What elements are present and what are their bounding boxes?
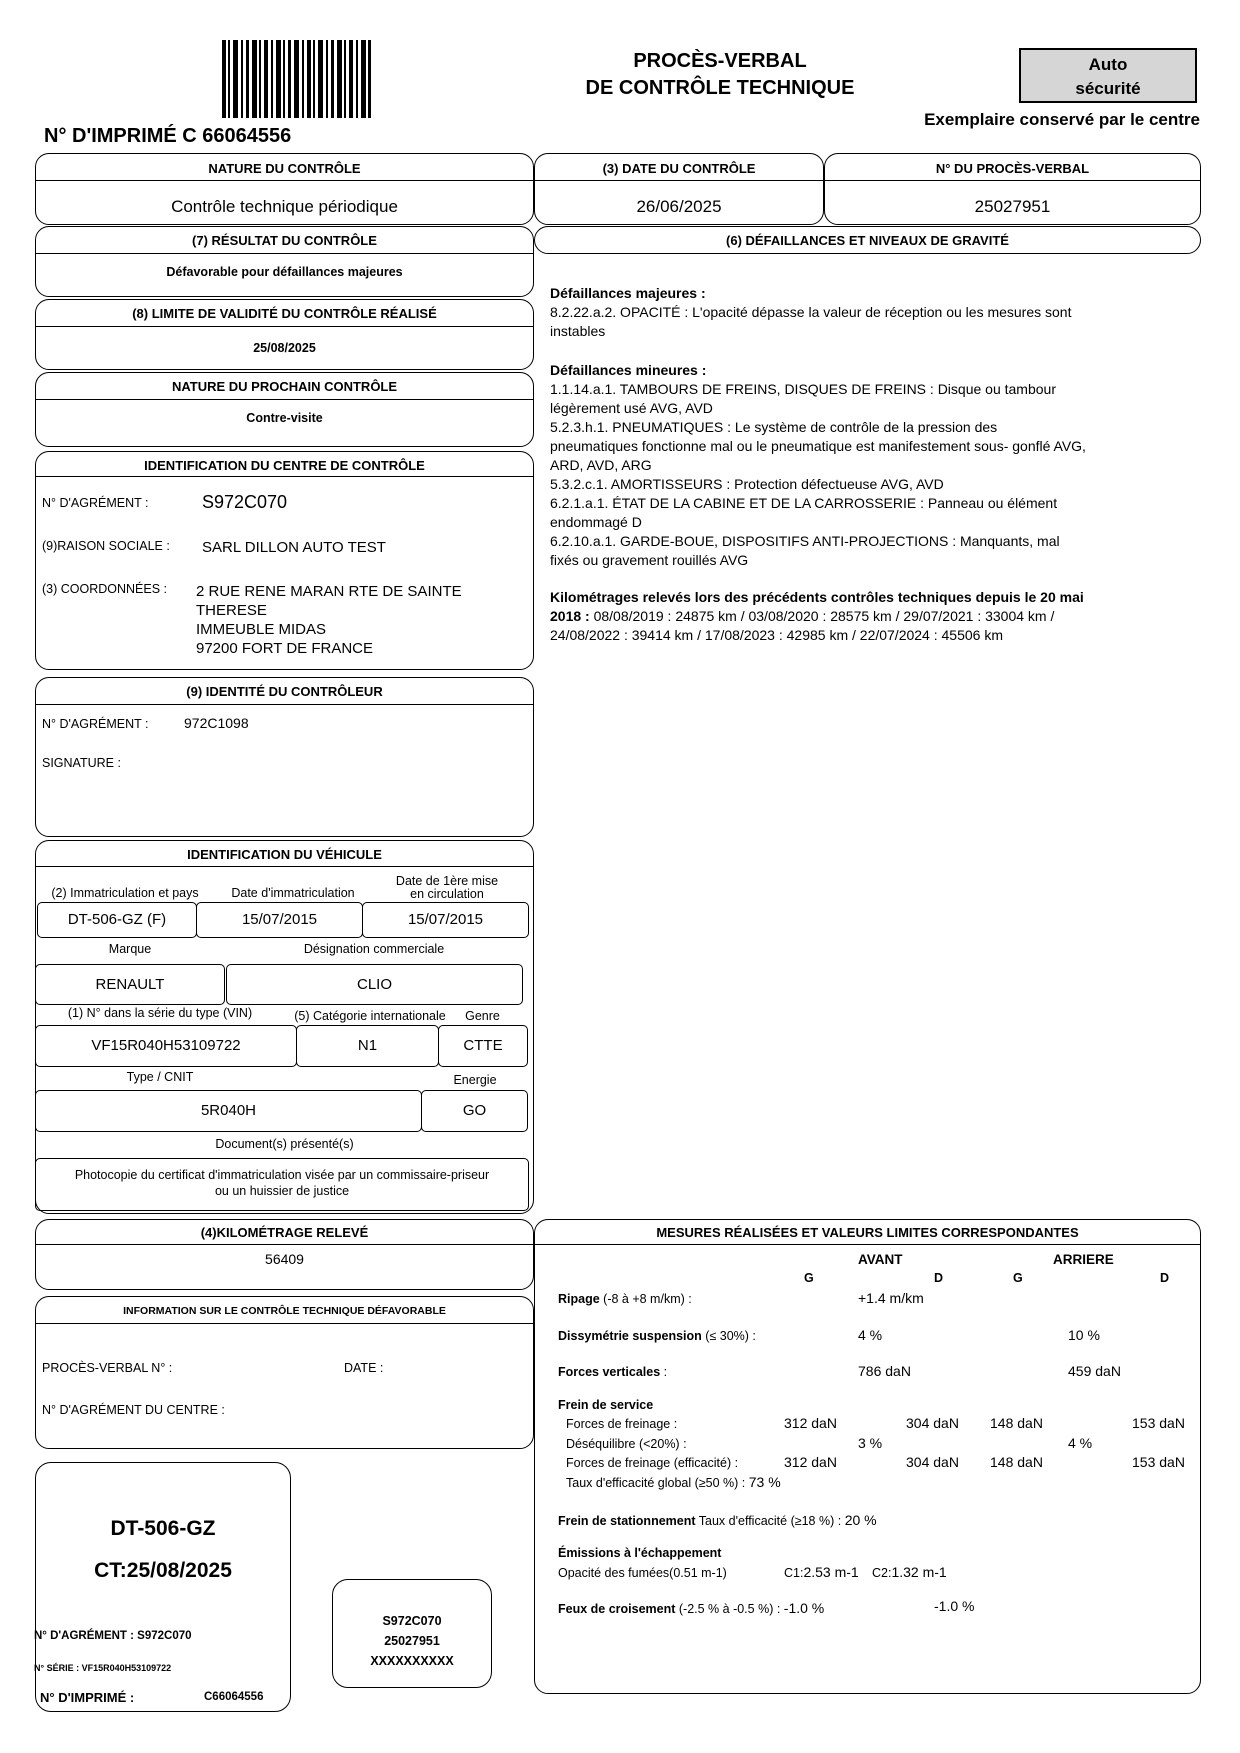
centre-agrement-label: N° D'AGRÉMENT : [42,496,149,510]
mineures-list: 1.1.14.a.1. TAMBOURS DE FREINS, DISQUES DE FREINS : Disque ou tambour légèrement usé AVG, AVD 5.2.3.h.1. PNEUMATIQUES : Le système de contrôle de la pression des pneumatiques fonctionne mal ou le pneumatique est manifestement sous- gonflé AVG, ARD, AVD, ARG 5.3.2.c.1. AMORTISSEURS : Protection défectueuse AVG, AVD 6.2.1.a.1. ÉTAT DE LA CABINE ET DE LA CARROSSERIE : Panneau ou élément endommagé D 6.2.10.a.1. GARDE-BOUE, DISPOSITIFS ANTI-PROJECTIONS : Manquants, mal fixés ou gravement rouillés AVG [550,381,1086,568]
arriere-header: ARRIERE [1053,1252,1114,1267]
defavorable-agrement-label: N° D'AGRÉMENT DU CENTRE : [42,1403,225,1417]
centre-label: IDENTIFICATION DU CENTRE DE CONTRÔLE [144,458,425,473]
brand-line-2: sécurité [1075,79,1141,98]
vignette-plate: DT-506-GZ [110,1517,216,1540]
taux-global-label: Taux d'efficacité global (≥50 %) : [566,1476,746,1490]
c2-value: 1.32 m-1 [891,1564,947,1580]
barcode [222,40,372,118]
documents-line-1: Photocopie du certificat d'immatriculation visée par un commissaire-priseur [74,1168,490,1182]
vehicule-label: IDENTIFICATION DU VÉHICULE [187,847,382,862]
date-controle-label: (3) DATE DU CONTRÔLE [602,161,756,176]
coord-line-2: THERESE [196,602,267,619]
document-title [550,48,890,102]
categorie-label: (5) Catégorie internationale [294,1009,446,1023]
genre-label: Genre [465,1009,500,1023]
type-label: Type / CNIT [126,1070,194,1084]
desequilibre-label: Déséquilibre (<20%) : [566,1437,687,1451]
arriere-g-header: G [1013,1271,1023,1285]
vignette-imprime-label: N° D'IMPRIMÉ : [40,1690,135,1705]
emissions-label: Émissions à l'échappement [558,1546,722,1560]
prochain-controle-box [35,372,534,447]
energie-value: GO [421,1090,528,1132]
opacite-c1 [784,1564,859,1580]
brand-badge [1019,48,1197,103]
feux-label: Feux de croisement [558,1602,676,1616]
coordonnees-value [196,582,462,658]
km-history-values-2: 24/08/2022 : 39414 km / 17/08/2023 : 42985 km / 22/07/2024 : 45506 km [550,627,1003,643]
marque-value: RENAULT [35,964,225,1005]
dissym-row [558,1329,756,1343]
forces-freinage-label: Forces de freinage : [566,1417,678,1431]
ff-arriere-d: 153 daN [1132,1415,1185,1431]
signature-label: SIGNATURE : [42,756,121,770]
controleur-agrement-label: N° D'AGRÉMENT : [42,717,149,731]
opacite-label: Opacité des fumées(0.51 m-1) [558,1566,727,1580]
centre-agrement-value: S972C070 [202,492,288,512]
km-history-title: Kilométrages relevés lors des précédents contrôles techniques depuis le 20 mai [550,589,1084,605]
frein-stat-limit: Taux d'efficacité (≥18 %) : [695,1514,842,1528]
date-immat-value: 15/07/2015 [196,902,363,938]
taux-global-value: 73 % [748,1474,781,1490]
divider [36,253,533,254]
divider [36,180,533,181]
copy-note: Exemplaire conservé par le centre [924,110,1200,129]
vin-value: VF15R040H53109722 [35,1025,297,1067]
dissym-avant: 4 % [858,1327,883,1343]
fe-arriere-d: 153 daN [1132,1454,1185,1470]
ripage-value: +1.4 m/km [858,1290,924,1306]
km-history-values-1: 08/08/2019 : 24875 km / 03/08/2020 : 28575 km / 29/07/2021 : 33004 km / [589,608,1055,624]
date-mise-label [362,875,532,901]
vignette-agrement: N° D'AGRÉMENT : S972C070 [34,1630,192,1642]
vignette-ct: CT:25/08/2025 [94,1559,232,1582]
defavorable-pv-label: PROCÈS-VERBAL N° : [42,1361,173,1375]
forces-vert-row [558,1365,667,1379]
forces-eff-label: Forces de freinage (efficacité) : [566,1456,739,1470]
deseq-avant: 3 % [858,1435,883,1451]
vignette-serie: N° SÉRIE : VF15R040H53109722 [34,1663,172,1673]
pv-number-value: 25027951 [974,197,1051,216]
documents-value [35,1158,529,1211]
kilometrage-label: (4)KILOMÉTRAGE RELEVÉ [200,1225,369,1240]
ripage-limit: (-8 à +8 m/km) : [599,1292,692,1306]
fe-avant-d: 304 daN [906,1454,959,1470]
km-history-line-1 [550,607,1170,626]
coord-line-4: 97200 FORT DE FRANCE [196,640,374,657]
marque-label: Marque [108,942,152,956]
opacite-c2 [872,1564,947,1580]
avant-d-header: D [934,1271,944,1285]
nature-controle-box [35,153,534,225]
date-controle-value: 26/06/2025 [636,197,722,216]
majeures-title: Défaillances majeures : [550,285,706,301]
ripage-label: Ripage [558,1292,600,1306]
c1-label: C1: [784,1566,804,1580]
genre-value: CTTE [438,1025,528,1067]
frein-stat-value: 20 % [844,1512,877,1528]
vin-label: (1) N° dans la série du type (VIN) [67,1006,253,1020]
divider [825,180,1200,181]
date-controle-box [534,153,824,225]
designation-value: CLIO [226,964,523,1005]
immat-value: DT-506-GZ (F) [37,902,197,938]
forces-vert-avant: 786 daN [858,1363,911,1379]
date-mise-label-1: Date de 1ère mise [395,874,499,888]
coordonnees-label: (3) COORDONNÉES : [42,582,168,596]
divider [36,1244,533,1245]
resultat-value: Défavorable pour défaillances majeures [166,265,403,279]
kilometrage-box [35,1219,534,1290]
divider [535,180,823,181]
mineures-title: Défaillances mineures : [550,362,707,378]
frein-stat-label: Frein de stationnement [558,1514,696,1528]
brand-line-1: Auto [1088,55,1128,74]
c2-label: C2: [872,1566,892,1580]
km-history-title-2: 2018 : [550,608,590,624]
limite-validite-label: (8) LIMITE DE VALIDITÉ DU CONTRÔLE RÉALISÉ [132,306,437,321]
divider [36,326,533,327]
feux-d-value: -1.0 % [934,1598,975,1614]
mesures-label: MESURES RÉALISÉES ET VALEURS LIMITES CORRESPONDANTES [656,1225,1079,1240]
controleur-agrement-value: 972C1098 [184,715,249,731]
controleur-label: (9) IDENTITÉ DU CONTRÔLEUR [186,684,383,699]
divider [36,476,533,477]
prochain-controle-label: NATURE DU PROCHAIN CONTRÔLE [171,379,398,394]
fe-avant-g: 312 daN [784,1454,837,1470]
resultat-box [35,226,534,297]
type-value: 5R040H [35,1090,422,1132]
stamp-line-2: 25027951 [384,1634,440,1648]
title-line-1: PROCÈS-VERBAL [633,50,807,72]
divider [36,399,533,400]
defaillances-label: (6) DÉFAILLANCES ET NIVEAUX DE GRAVITÉ [726,233,1009,248]
defaillances-header [534,226,1201,254]
frein-stat-row [558,1512,877,1528]
energie-label: Energie [453,1073,497,1087]
nature-controle-value: Contrôle technique périodique [171,197,398,216]
forces-vert-arriere: 459 daN [1068,1363,1121,1379]
defavorable-date-label: DATE : [344,1361,384,1375]
divider [36,704,533,705]
avant-header: AVANT [858,1252,903,1267]
majeures-list: 8.2.22.a.2. OPACITÉ : L'opacité dépasse la valeur de réception ou les mesures sont instables [550,304,1072,339]
dissym-limit: (≤ 30%) : [701,1329,756,1343]
arriere-d-header: D [1160,1271,1170,1285]
ff-avant-d: 304 daN [906,1415,959,1431]
date-immat-label: Date d'immatriculation [231,886,355,900]
immat-label: (2) Immatriculation et pays [51,886,199,900]
frein-service-label: Frein de service [558,1398,654,1412]
dissym-label: Dissymétrie suspension [558,1329,702,1343]
kilometrage-value: 56409 [265,1251,304,1267]
pv-number-box [824,153,1201,225]
resultat-label: (7) RÉSULTAT DU CONTRÔLE [192,233,377,248]
ff-avant-g: 312 daN [784,1415,837,1431]
nature-controle-label: NATURE DU CONTRÔLE [208,161,361,176]
prochain-controle-value: Contre-visite [246,411,323,425]
defaillances-content [550,284,1170,645]
dissym-arriere: 10 % [1068,1327,1100,1343]
centre-box [35,451,534,670]
controleur-box [35,677,534,837]
divider [36,1323,533,1324]
stamp-line-3: XXXXXXXXXX [370,1654,454,1668]
coord-line-1: 2 RUE RENE MARAN RTE DE SAINTE [196,583,462,600]
vignette-imprime: C66064556 [204,1691,264,1703]
designation-label: Désignation commerciale [303,942,445,956]
c1-value: 2.53 m-1 [803,1564,859,1580]
vignette-box [35,1462,291,1712]
date-mise-value: 15/07/2015 [362,902,529,938]
deseq-arriere: 4 % [1068,1435,1093,1451]
feux-limit: (-2.5 % à -0.5 %) : [675,1602,781,1616]
defavorable-box [35,1296,534,1449]
forces-vert-limit: : [660,1365,668,1379]
date-mise-label-2: en circulation [410,887,484,901]
limite-validite-box [35,299,534,370]
documents-label: Document(s) présenté(s) [215,1137,354,1151]
stamp-line-1: S972C070 [382,1614,442,1628]
coord-line-3: IMMEUBLE MIDAS [196,621,327,638]
defavorable-label: INFORMATION SUR LE CONTRÔLE TECHNIQUE DÉFAVORABLE [123,1305,446,1317]
center-stamp [332,1579,492,1688]
ff-arriere-g: 148 daN [990,1415,1043,1431]
raison-sociale-label: (9)RAISON SOCIALE : [42,539,170,553]
forces-vert-label: Forces verticales [558,1365,661,1379]
limite-validite-value: 25/08/2025 [253,341,316,355]
feux-g-value: -1.0 % [783,1600,825,1616]
documents-line-2: ou un huissier de justice [214,1184,350,1198]
pv-number-label: N° DU PROCÈS-VERBAL [935,161,1090,176]
avant-g-header: G [804,1271,814,1285]
taux-global-row [566,1474,781,1490]
ripage-row [558,1292,692,1306]
barcode-image [222,40,372,118]
categorie-value: N1 [296,1025,439,1067]
raison-sociale-value: SARL DILLON AUTO TEST [202,539,386,556]
title-line-2: DE CONTRÔLE TECHNIQUE [585,77,855,99]
imprime-number: N° D'IMPRIMÉ C 66064556 [44,125,292,147]
feux-row [558,1600,824,1616]
fe-arriere-g: 148 daN [990,1454,1043,1470]
divider [36,866,533,867]
divider [535,1244,1200,1245]
